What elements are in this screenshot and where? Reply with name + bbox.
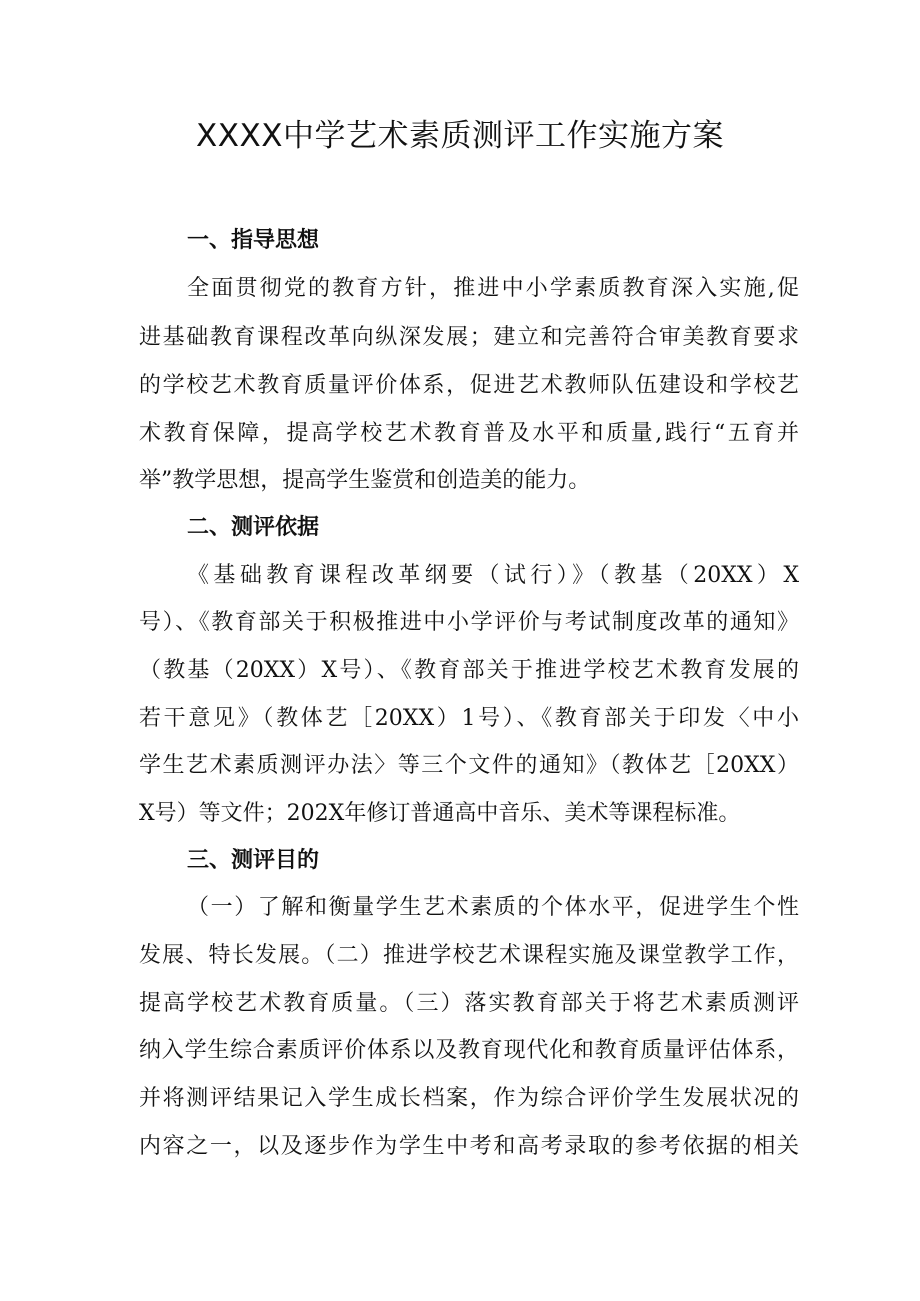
paragraph-line: 《基础教育课程改革纲要（试行）》（教基（20XX）X bbox=[187, 563, 799, 588]
paragraph-line: 并将测评结果记入学生成长档案，作为综合评价学生发展状况的 bbox=[139, 1086, 799, 1111]
paragraph-line: 若干意见》（教体艺［20XX）1号）、《教育部关于印发〈中小 bbox=[139, 706, 799, 731]
paragraph-line: 进基础教育课程改革向纵深发展；建立和完善符合审美教育要求 bbox=[139, 325, 799, 350]
paragraph-line: X号）等文件；202X年修订普通高中音乐、美术等课程标准。 bbox=[139, 801, 741, 826]
paragraph-line: 学生艺术素质测评办法〉等三个文件的通知》（教体艺［20XX） bbox=[139, 753, 799, 778]
paragraph-line: 内容之一，以及逐步作为学生中考和高考录取的参考依据的相关 bbox=[139, 1134, 799, 1159]
paragraph-line: 提高学校艺术教育质量。（三）落实教育部关于将艺术素质测评 bbox=[139, 991, 799, 1016]
paragraph-line: 举”教学思想，提高学生鉴赏和创造美的能力。 bbox=[139, 468, 591, 493]
section-heading-evaluation-basis: 二、测评依据 bbox=[187, 515, 320, 540]
section-heading-guiding-ideology: 一、指导思想 bbox=[187, 228, 320, 253]
paragraph-line: （教基（20XX）X号）、《教育部关于推进学校艺术教育发展的 bbox=[139, 658, 799, 683]
paragraph-line: （一）了解和衡量学生艺术素质的个体水平，促进学生个性 bbox=[187, 895, 799, 920]
document-title: XXXX中学艺术素质测评工作实施方案 bbox=[196, 118, 724, 154]
paragraph-line: 号）、《教育部关于积极推进中小学评价与考试制度改革的通知》 bbox=[139, 610, 799, 635]
paragraph-line: 术教育保障，提高学校艺术教育普及水平和质量,践行“五育并 bbox=[139, 421, 799, 446]
paragraph-line: 全面贯彻党的教育方针，推进中小学素质教育深入实施,促 bbox=[187, 276, 799, 301]
paragraph-line: 的学校艺术教育质量评价体系，促进艺术教师队伍建设和学校艺 bbox=[139, 373, 799, 398]
paragraph-line: 纳入学生综合素质评价体系以及教育现代化和教育质量评估体系， bbox=[139, 1038, 799, 1063]
paragraph-line: 发展、特长发展。（二）推进学校艺术课程实施及课堂教学工作， bbox=[139, 943, 799, 968]
section-heading-evaluation-purpose: 三、测评目的 bbox=[187, 848, 320, 873]
